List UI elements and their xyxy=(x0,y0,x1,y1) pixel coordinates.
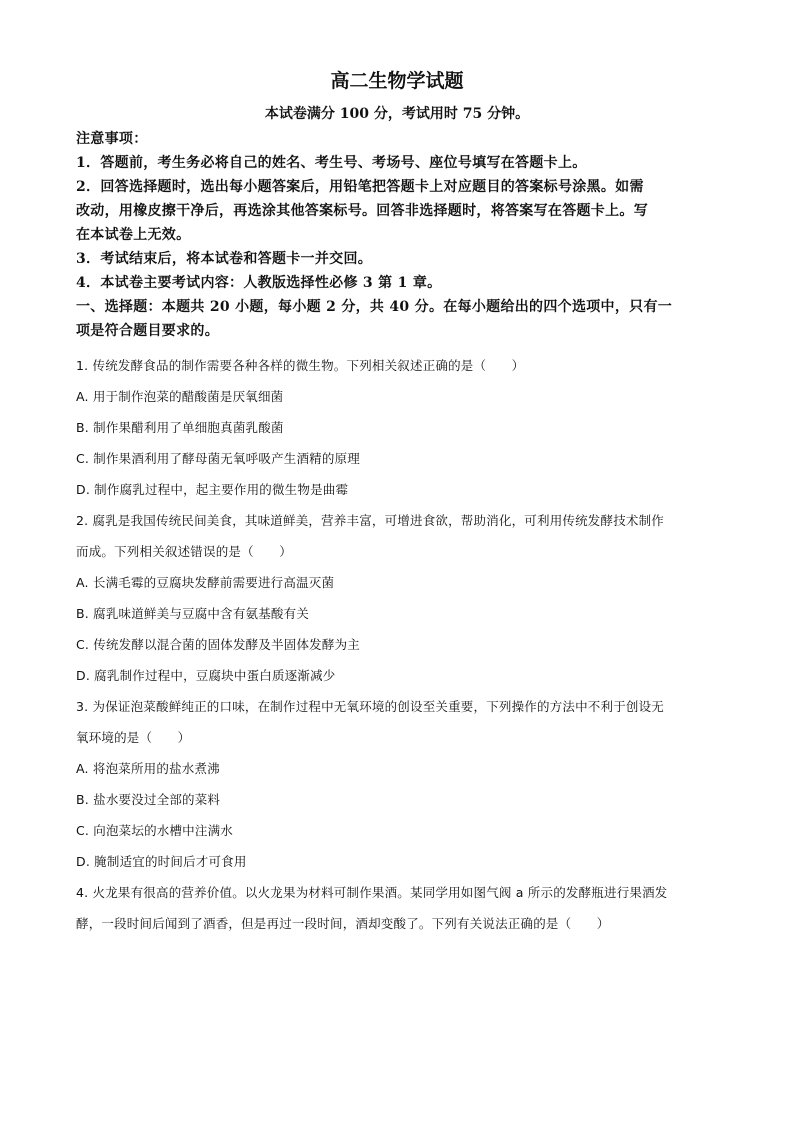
note-item-1: 1．答题前，考生务必将自己的姓名、考生号、考场号、座位号填写在答题卡上。 xyxy=(76,155,587,171)
question-stem: 1. 传统发酵食品的制作需要各种各样的微生物。下列相关叙述正确的是（ ） xyxy=(76,358,525,373)
question-1 xyxy=(76,350,720,505)
question-3 xyxy=(76,691,720,877)
notes-section xyxy=(76,127,720,343)
question-stem-cont: 酵，一段时间后闻到了酒香，但是再过一段时间，酒却变酸了。下列有关说法正确的是（ ） xyxy=(76,916,610,931)
option-a: A. 将泡菜所用的盐水煮沸 xyxy=(76,761,220,776)
question-stem-cont: 氧环境的是（ ） xyxy=(76,730,191,745)
note-item-2: 2．回答选择题时，选出每小题答案后，用铅笔把答题卡上对应题目的答案标号涂黑。如需 xyxy=(76,179,644,195)
page-title: 高二生物学试题 xyxy=(330,70,464,92)
question-list xyxy=(76,350,720,939)
option-c: C. 传统发酵以混合菌的固体发酵及半固体发酵为主 xyxy=(76,637,360,652)
option-c: C. 制作果酒利用了酵母菌无氧呼吸产生酒精的原理 xyxy=(76,451,360,466)
notes-heading: 注意事项： xyxy=(76,131,148,147)
section-heading-cont: 项是符合题目要求的。 xyxy=(76,323,219,339)
question-4 xyxy=(76,877,720,939)
option-d: D. 腐乳制作过程中，豆腐块中蛋白质逐渐减少 xyxy=(76,668,336,683)
option-c: C. 向泡菜坛的水槽中注满水 xyxy=(76,823,233,838)
question-stem: 3. 为保证泡菜酸鲜纯正的口味，在制作过程中无氧环境的创设至关重要，下列操作的方法中不利于创设无 xyxy=(76,699,665,714)
option-d: D. 制作腐乳过程中，起主要作用的微生物是曲霉 xyxy=(76,482,349,497)
question-stem-cont: 而成。下列相关叙述错误的是（ ） xyxy=(76,544,292,559)
question-2 xyxy=(76,505,720,691)
note-item-2-cont: 在本试卷上无效。 xyxy=(76,227,191,243)
option-d: D. 腌制适宜的时间后才可食用 xyxy=(76,854,247,869)
section-heading: 一、选择题：本题共 20 小题，每小题 2 分，共 40 分。在每小题给出的四个选项中，只有一 xyxy=(76,299,673,315)
option-a: A. 长满毛霉的豆腐块发酵前需要进行高温灭菌 xyxy=(76,575,335,590)
exam-info: 本试卷满分 100 分，考试用时 75 分钟。 xyxy=(264,106,530,122)
note-item-2-cont: 改动，用橡皮擦干净后，再选涂其他答案标号。回答非选择题时，将答案写在答题卡上。写 xyxy=(76,203,648,219)
option-b: B. 制作果醋利用了单细胞真菌乳酸菌 xyxy=(76,420,284,435)
question-stem: 4. 火龙果有很高的营养价值。以火龙果为材料可制作果酒。某同学用如图气阀 a 所示的发酵瓶进行果酒发 xyxy=(76,885,668,900)
note-item-4: 4．本试卷主要考试内容：人教版选择性必修 3 第 1 章。 xyxy=(76,275,442,291)
option-a: A. 用于制作泡菜的醋酸菌是厌氧细菌 xyxy=(76,389,284,404)
question-stem: 2. 腐乳是我国传统民间美食，其味道鲜美，营养丰富，可增进食欲，帮助消化，可利用传统发酵技术制作 xyxy=(76,513,665,528)
option-b: B. 腐乳味道鲜美与豆腐中含有氨基酸有关 xyxy=(76,606,310,621)
note-item-3: 3．考试结束后，将本试卷和答题卡一并交回。 xyxy=(76,251,373,267)
option-b: B. 盐水要没过全部的菜料 xyxy=(76,792,221,807)
